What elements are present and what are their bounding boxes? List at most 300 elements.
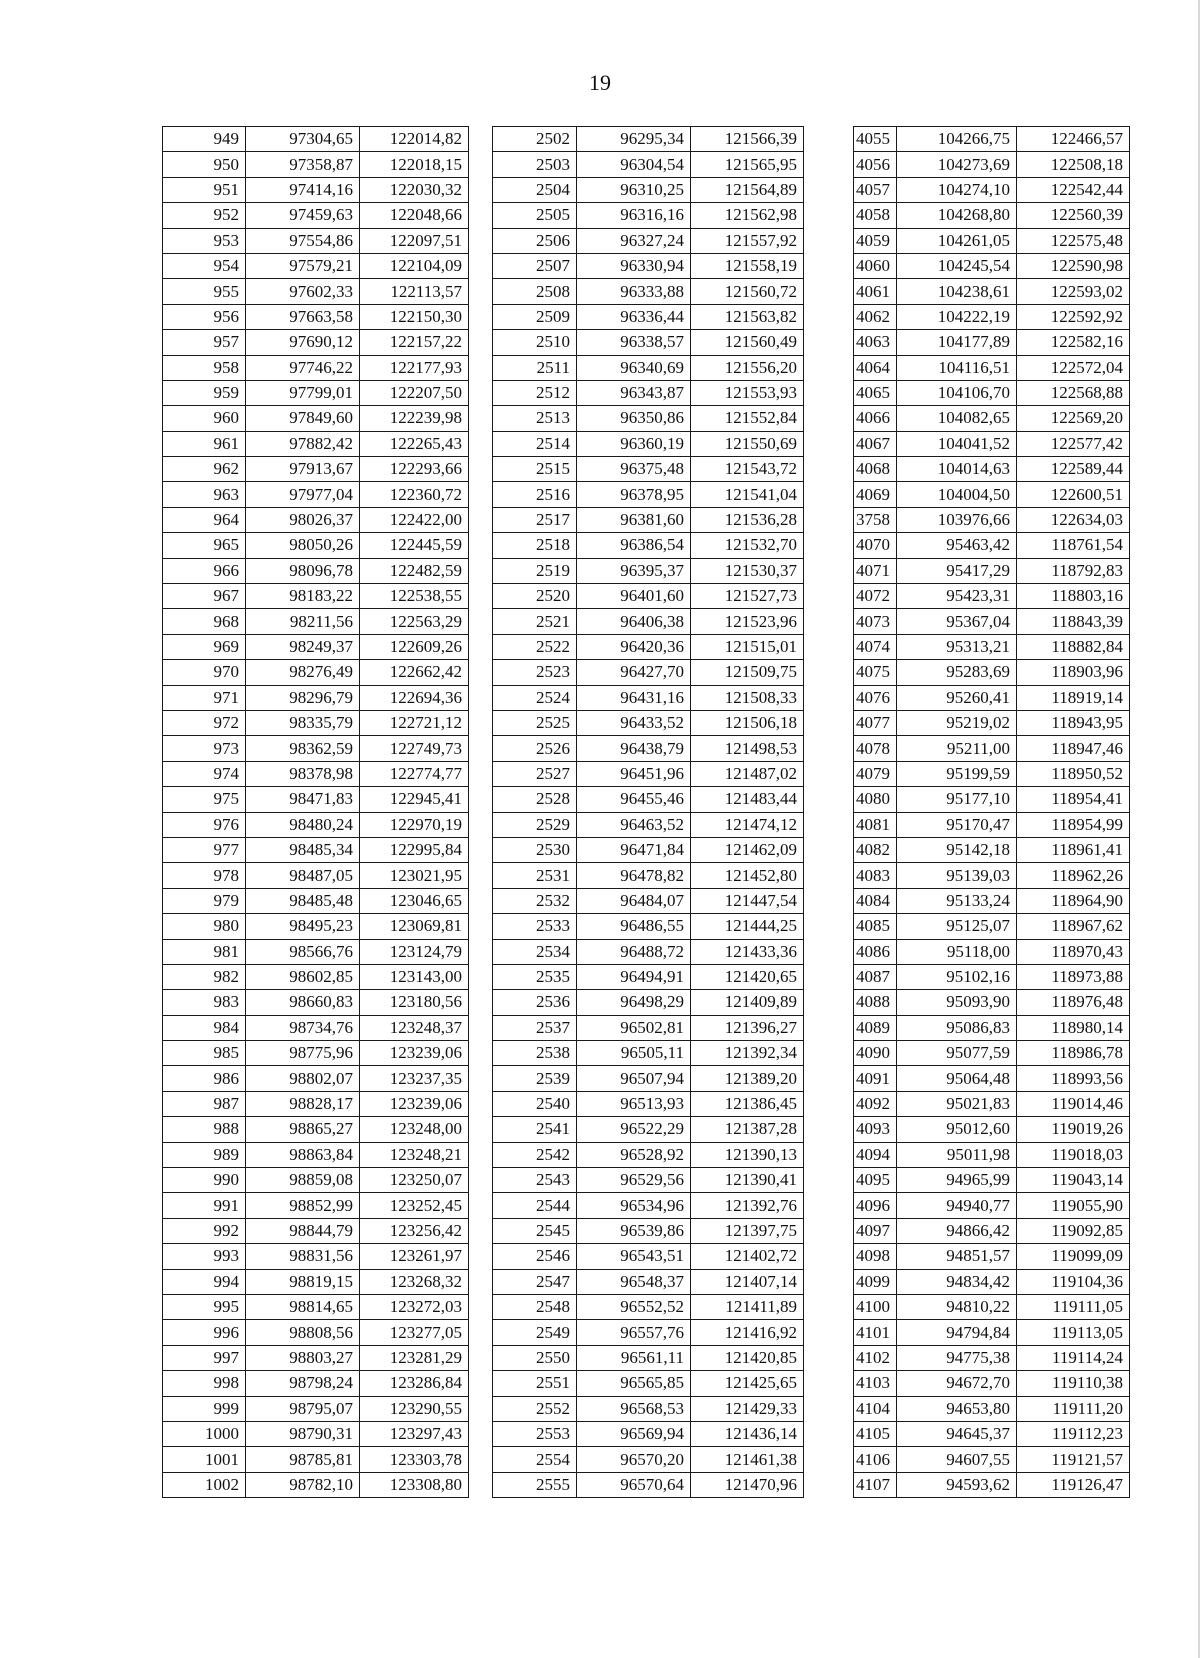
x-coordinate-cell: 98362,59	[246, 736, 360, 761]
table-row	[493, 939, 804, 964]
y-coordinate-cell: 121390,13	[691, 1142, 804, 1167]
y-coordinate-cell: 119111,05	[1017, 1294, 1130, 1319]
table-row	[493, 1066, 804, 1091]
y-coordinate-cell: 121487,02	[691, 761, 804, 786]
point-number-cell: 4066	[854, 406, 897, 431]
table-row	[163, 1041, 469, 1066]
x-coordinate-cell: 103976,66	[897, 507, 1017, 532]
table-row	[163, 837, 469, 862]
table-row	[493, 1142, 804, 1167]
y-coordinate-cell: 121420,65	[691, 964, 804, 989]
x-coordinate-cell: 95142,18	[897, 837, 1017, 862]
x-coordinate-cell: 96438,79	[577, 736, 691, 761]
table-row	[493, 482, 804, 507]
y-coordinate-cell: 118986,78	[1017, 1041, 1130, 1066]
table-row	[854, 127, 1130, 152]
y-coordinate-cell: 121387,28	[691, 1117, 804, 1142]
point-number-cell: 4084	[854, 888, 897, 913]
point-number-cell: 4096	[854, 1193, 897, 1218]
point-number-cell: 4093	[854, 1117, 897, 1142]
y-coordinate-cell: 122207,50	[360, 380, 469, 405]
point-number-cell: 4064	[854, 355, 897, 380]
table-row	[163, 634, 469, 659]
point-number-cell: 1001	[163, 1447, 246, 1472]
x-coordinate-cell: 96360,19	[577, 431, 691, 456]
table-row	[854, 1041, 1130, 1066]
x-coordinate-cell: 98211,56	[246, 609, 360, 634]
point-number-cell: 4068	[854, 457, 897, 482]
y-coordinate-cell: 121461,38	[691, 1447, 804, 1472]
x-coordinate-cell: 96522,29	[577, 1117, 691, 1142]
table-row	[163, 482, 469, 507]
point-number-cell: 2527	[493, 761, 577, 786]
point-number-cell: 977	[163, 837, 246, 862]
point-number-cell: 987	[163, 1091, 246, 1116]
x-coordinate-cell: 94940,77	[897, 1193, 1017, 1218]
table-row	[163, 1015, 469, 1040]
x-coordinate-cell: 98863,84	[246, 1142, 360, 1167]
table-row	[163, 939, 469, 964]
x-coordinate-cell: 95133,24	[897, 888, 1017, 913]
point-number-cell: 971	[163, 685, 246, 710]
x-coordinate-cell: 96471,84	[577, 837, 691, 862]
y-coordinate-cell: 122360,72	[360, 482, 469, 507]
x-coordinate-cell: 97459,63	[246, 203, 360, 228]
table-row	[163, 1421, 469, 1446]
y-coordinate-cell: 122293,66	[360, 457, 469, 482]
table-row	[493, 634, 804, 659]
y-coordinate-cell: 119019,26	[1017, 1117, 1130, 1142]
point-number-cell: 4057	[854, 177, 897, 202]
y-coordinate-cell: 119018,03	[1017, 1142, 1130, 1167]
coordinate-table-2	[492, 126, 804, 1498]
table-row	[493, 1041, 804, 1066]
table-row	[493, 253, 804, 278]
point-number-cell: 991	[163, 1193, 246, 1218]
y-coordinate-cell: 121409,89	[691, 990, 804, 1015]
table-row	[854, 152, 1130, 177]
point-number-cell: 4098	[854, 1244, 897, 1269]
x-coordinate-cell: 98803,27	[246, 1345, 360, 1370]
x-coordinate-cell: 97414,16	[246, 177, 360, 202]
x-coordinate-cell: 95367,04	[897, 609, 1017, 634]
point-number-cell: 4059	[854, 228, 897, 253]
table-row	[163, 380, 469, 405]
point-number-cell: 955	[163, 279, 246, 304]
table-row	[854, 787, 1130, 812]
y-coordinate-cell: 118967,62	[1017, 914, 1130, 939]
table-row	[163, 152, 469, 177]
table-row	[854, 1168, 1130, 1193]
point-number-cell: 963	[163, 482, 246, 507]
x-coordinate-cell: 96316,16	[577, 203, 691, 228]
x-coordinate-cell: 96455,46	[577, 787, 691, 812]
x-coordinate-cell: 97913,67	[246, 457, 360, 482]
point-number-cell: 2510	[493, 330, 577, 355]
x-coordinate-cell: 98335,79	[246, 710, 360, 735]
point-number-cell: 980	[163, 914, 246, 939]
table-row	[854, 710, 1130, 735]
point-number-cell: 996	[163, 1320, 246, 1345]
point-number-cell: 969	[163, 634, 246, 659]
y-coordinate-cell: 121389,20	[691, 1066, 804, 1091]
point-number-cell: 2523	[493, 660, 577, 685]
x-coordinate-cell: 95118,00	[897, 939, 1017, 964]
point-number-cell: 4078	[854, 736, 897, 761]
x-coordinate-cell: 95463,42	[897, 533, 1017, 558]
x-coordinate-cell: 95086,83	[897, 1015, 1017, 1040]
table-row	[163, 533, 469, 558]
table-row	[493, 710, 804, 735]
y-coordinate-cell: 121563,82	[691, 304, 804, 329]
y-coordinate-cell: 118792,83	[1017, 558, 1130, 583]
y-coordinate-cell: 122694,36	[360, 685, 469, 710]
point-number-cell: 4075	[854, 660, 897, 685]
point-number-cell: 992	[163, 1218, 246, 1243]
y-coordinate-cell: 121515,01	[691, 634, 804, 659]
point-number-cell: 2547	[493, 1269, 577, 1294]
x-coordinate-cell: 98602,85	[246, 964, 360, 989]
y-coordinate-cell: 122014,82	[360, 127, 469, 152]
y-coordinate-cell: 121508,33	[691, 685, 804, 710]
x-coordinate-cell: 97977,04	[246, 482, 360, 507]
table-row	[493, 457, 804, 482]
table-row	[163, 1244, 469, 1269]
point-number-cell: 4089	[854, 1015, 897, 1040]
table-row	[493, 507, 804, 532]
x-coordinate-cell: 96375,48	[577, 457, 691, 482]
point-number-cell: 2541	[493, 1117, 577, 1142]
table-row	[854, 837, 1130, 862]
table-row	[493, 1168, 804, 1193]
table-row	[854, 406, 1130, 431]
point-number-cell: 4070	[854, 533, 897, 558]
x-coordinate-cell: 95170,47	[897, 812, 1017, 837]
y-coordinate-cell: 122593,02	[1017, 279, 1130, 304]
x-coordinate-cell: 96406,38	[577, 609, 691, 634]
y-coordinate-cell: 121541,04	[691, 482, 804, 507]
y-coordinate-cell: 122634,03	[1017, 507, 1130, 532]
table-row	[854, 558, 1130, 583]
table-row	[854, 1117, 1130, 1142]
y-coordinate-cell: 122662,42	[360, 660, 469, 685]
table-row	[854, 1142, 1130, 1167]
point-number-cell: 988	[163, 1117, 246, 1142]
x-coordinate-cell: 98183,22	[246, 584, 360, 609]
x-coordinate-cell: 98852,99	[246, 1193, 360, 1218]
point-number-cell: 986	[163, 1066, 246, 1091]
point-number-cell: 4095	[854, 1168, 897, 1193]
table-row	[854, 177, 1130, 202]
y-coordinate-cell: 123303,78	[360, 1447, 469, 1472]
x-coordinate-cell: 94810,22	[897, 1294, 1017, 1319]
y-coordinate-cell: 121527,73	[691, 584, 804, 609]
table-row	[854, 1269, 1130, 1294]
point-number-cell: 994	[163, 1269, 246, 1294]
point-number-cell: 4094	[854, 1142, 897, 1167]
x-coordinate-cell: 96570,64	[577, 1472, 691, 1497]
table-row	[854, 431, 1130, 456]
y-coordinate-cell: 123261,97	[360, 1244, 469, 1269]
x-coordinate-cell: 95211,00	[897, 736, 1017, 761]
y-coordinate-cell: 122150,30	[360, 304, 469, 329]
point-number-cell: 2503	[493, 152, 577, 177]
point-number-cell: 962	[163, 457, 246, 482]
point-number-cell: 984	[163, 1015, 246, 1040]
table-row	[493, 380, 804, 405]
x-coordinate-cell: 95125,07	[897, 914, 1017, 939]
y-coordinate-cell: 121420,85	[691, 1345, 804, 1370]
table-row	[163, 406, 469, 431]
x-coordinate-cell: 96378,95	[577, 482, 691, 507]
point-number-cell: 961	[163, 431, 246, 456]
table-row	[493, 1117, 804, 1142]
x-coordinate-cell: 96529,56	[577, 1168, 691, 1193]
y-coordinate-cell: 121447,54	[691, 888, 804, 913]
table-row	[493, 1371, 804, 1396]
table-row	[493, 761, 804, 786]
table-row	[493, 660, 804, 685]
point-number-cell: 2520	[493, 584, 577, 609]
point-number-cell: 4074	[854, 634, 897, 659]
table-row	[854, 914, 1130, 939]
table-row	[493, 279, 804, 304]
x-coordinate-cell: 96478,82	[577, 863, 691, 888]
y-coordinate-cell: 123281,29	[360, 1345, 469, 1370]
y-coordinate-cell: 122097,51	[360, 228, 469, 253]
y-coordinate-cell: 121474,12	[691, 812, 804, 837]
point-number-cell: 956	[163, 304, 246, 329]
x-coordinate-cell: 96427,70	[577, 660, 691, 685]
x-coordinate-cell: 98785,81	[246, 1447, 360, 1472]
x-coordinate-cell: 96507,94	[577, 1066, 691, 1091]
table-row	[163, 431, 469, 456]
y-coordinate-cell: 123239,06	[360, 1091, 469, 1116]
x-coordinate-cell: 97554,86	[246, 228, 360, 253]
x-coordinate-cell: 98808,56	[246, 1320, 360, 1345]
point-number-cell: 2506	[493, 228, 577, 253]
point-number-cell: 4079	[854, 761, 897, 786]
point-number-cell: 2530	[493, 837, 577, 862]
point-number-cell: 2534	[493, 939, 577, 964]
y-coordinate-cell: 122538,55	[360, 584, 469, 609]
x-coordinate-cell: 95219,02	[897, 710, 1017, 735]
point-number-cell: 2524	[493, 685, 577, 710]
x-coordinate-cell: 104245,54	[897, 253, 1017, 278]
point-number-cell: 2522	[493, 634, 577, 659]
point-number-cell: 981	[163, 939, 246, 964]
y-coordinate-cell: 121444,25	[691, 914, 804, 939]
point-number-cell: 4107	[854, 1472, 897, 1497]
y-coordinate-cell: 122721,12	[360, 710, 469, 735]
point-number-cell: 4077	[854, 710, 897, 735]
y-coordinate-cell: 118954,99	[1017, 812, 1130, 837]
x-coordinate-cell: 96338,57	[577, 330, 691, 355]
table-row	[854, 1244, 1130, 1269]
point-number-cell: 4071	[854, 558, 897, 583]
table-row	[163, 761, 469, 786]
y-coordinate-cell: 119113,05	[1017, 1320, 1130, 1345]
table-row	[493, 736, 804, 761]
table-row	[493, 609, 804, 634]
y-coordinate-cell: 119110,38	[1017, 1371, 1130, 1396]
x-coordinate-cell: 96330,94	[577, 253, 691, 278]
table-row	[163, 914, 469, 939]
point-number-cell: 2519	[493, 558, 577, 583]
point-number-cell: 4105	[854, 1421, 897, 1446]
y-coordinate-cell: 123143,00	[360, 964, 469, 989]
point-number-cell: 4073	[854, 609, 897, 634]
point-number-cell: 2512	[493, 380, 577, 405]
table-row	[493, 1396, 804, 1421]
y-coordinate-cell: 118803,16	[1017, 584, 1130, 609]
table-row	[854, 482, 1130, 507]
table-row	[854, 1472, 1130, 1497]
x-coordinate-cell: 97304,65	[246, 127, 360, 152]
point-number-cell: 4091	[854, 1066, 897, 1091]
table-row	[493, 228, 804, 253]
y-coordinate-cell: 123248,37	[360, 1015, 469, 1040]
table-row	[493, 914, 804, 939]
table-row	[854, 304, 1130, 329]
table-row	[163, 609, 469, 634]
point-number-cell: 4103	[854, 1371, 897, 1396]
y-coordinate-cell: 123250,07	[360, 1168, 469, 1193]
table-row	[854, 1320, 1130, 1345]
point-number-cell: 2536	[493, 990, 577, 1015]
y-coordinate-cell: 121562,98	[691, 203, 804, 228]
table-row	[854, 380, 1130, 405]
y-coordinate-cell: 122589,44	[1017, 457, 1130, 482]
x-coordinate-cell: 96340,69	[577, 355, 691, 380]
point-number-cell: 965	[163, 533, 246, 558]
point-number-cell: 4090	[854, 1041, 897, 1066]
table-row	[854, 1015, 1130, 1040]
point-number-cell: 972	[163, 710, 246, 735]
x-coordinate-cell: 94653,80	[897, 1396, 1017, 1421]
y-coordinate-cell: 119126,47	[1017, 1472, 1130, 1497]
x-coordinate-cell: 94834,42	[897, 1269, 1017, 1294]
x-coordinate-cell: 98819,15	[246, 1269, 360, 1294]
point-number-cell: 978	[163, 863, 246, 888]
point-number-cell: 2515	[493, 457, 577, 482]
y-coordinate-cell: 122239,98	[360, 406, 469, 431]
table-row	[854, 888, 1130, 913]
point-number-cell: 2551	[493, 1371, 577, 1396]
table-row	[854, 1294, 1130, 1319]
table-row	[493, 533, 804, 558]
table-row	[493, 1447, 804, 1472]
x-coordinate-cell: 96543,51	[577, 1244, 691, 1269]
table-row	[854, 584, 1130, 609]
x-coordinate-cell: 98795,07	[246, 1396, 360, 1421]
point-number-cell: 2549	[493, 1320, 577, 1345]
point-number-cell: 2531	[493, 863, 577, 888]
page-number: 19	[589, 70, 611, 95]
table-row	[854, 1066, 1130, 1091]
point-number-cell: 4080	[854, 787, 897, 812]
y-coordinate-cell: 123248,21	[360, 1142, 469, 1167]
point-number-cell: 950	[163, 152, 246, 177]
point-number-cell: 2504	[493, 177, 577, 202]
table-row	[493, 863, 804, 888]
point-number-cell: 2546	[493, 1244, 577, 1269]
table-row	[493, 1345, 804, 1370]
x-coordinate-cell: 96381,60	[577, 507, 691, 532]
y-coordinate-cell: 122995,84	[360, 837, 469, 862]
y-coordinate-cell: 121436,14	[691, 1421, 804, 1446]
y-coordinate-cell: 119114,24	[1017, 1345, 1130, 1370]
x-coordinate-cell: 96451,96	[577, 761, 691, 786]
y-coordinate-cell: 121407,14	[691, 1269, 804, 1294]
point-number-cell: 2526	[493, 736, 577, 761]
y-coordinate-cell: 118964,90	[1017, 888, 1130, 913]
table-row	[493, 127, 804, 152]
y-coordinate-cell: 122563,29	[360, 609, 469, 634]
x-coordinate-cell: 96494,91	[577, 964, 691, 989]
y-coordinate-cell: 119055,90	[1017, 1193, 1130, 1218]
x-coordinate-cell: 96528,92	[577, 1142, 691, 1167]
x-coordinate-cell: 94794,84	[897, 1320, 1017, 1345]
point-number-cell: 4104	[854, 1396, 897, 1421]
x-coordinate-cell: 98859,08	[246, 1168, 360, 1193]
y-coordinate-cell: 122482,59	[360, 558, 469, 583]
point-number-cell: 2532	[493, 888, 577, 913]
y-coordinate-cell: 123297,43	[360, 1421, 469, 1446]
y-coordinate-cell: 122609,26	[360, 634, 469, 659]
point-number-cell: 4072	[854, 584, 897, 609]
y-coordinate-cell: 122157,22	[360, 330, 469, 355]
point-number-cell: 4067	[854, 431, 897, 456]
point-number-cell: 2540	[493, 1091, 577, 1116]
x-coordinate-cell: 98471,83	[246, 787, 360, 812]
x-coordinate-cell: 96534,96	[577, 1193, 691, 1218]
table-row	[854, 507, 1130, 532]
x-coordinate-cell: 98782,10	[246, 1472, 360, 1497]
x-coordinate-cell: 98831,56	[246, 1244, 360, 1269]
table-row	[854, 660, 1130, 685]
table-row	[493, 888, 804, 913]
y-coordinate-cell: 122582,16	[1017, 330, 1130, 355]
table-row	[163, 1472, 469, 1497]
x-coordinate-cell: 98485,48	[246, 888, 360, 913]
x-coordinate-cell: 104268,80	[897, 203, 1017, 228]
x-coordinate-cell: 94851,57	[897, 1244, 1017, 1269]
x-coordinate-cell: 96484,07	[577, 888, 691, 913]
y-coordinate-cell: 122970,19	[360, 812, 469, 837]
table-row	[163, 127, 469, 152]
table-row	[493, 152, 804, 177]
table-row	[493, 203, 804, 228]
table-row	[163, 1396, 469, 1421]
y-coordinate-cell: 121556,20	[691, 355, 804, 380]
point-number-cell: 2542	[493, 1142, 577, 1167]
x-coordinate-cell: 96395,37	[577, 558, 691, 583]
table-row	[163, 1294, 469, 1319]
table-row	[493, 355, 804, 380]
x-coordinate-cell: 98734,76	[246, 1015, 360, 1040]
table-row	[854, 736, 1130, 761]
y-coordinate-cell: 123256,42	[360, 1218, 469, 1243]
table-row	[854, 761, 1130, 786]
y-coordinate-cell: 121560,49	[691, 330, 804, 355]
y-coordinate-cell: 121532,70	[691, 533, 804, 558]
point-number-cell: 4062	[854, 304, 897, 329]
point-number-cell: 982	[163, 964, 246, 989]
x-coordinate-cell: 95021,83	[897, 1091, 1017, 1116]
x-coordinate-cell: 98828,17	[246, 1091, 360, 1116]
y-coordinate-cell: 118903,96	[1017, 660, 1130, 685]
